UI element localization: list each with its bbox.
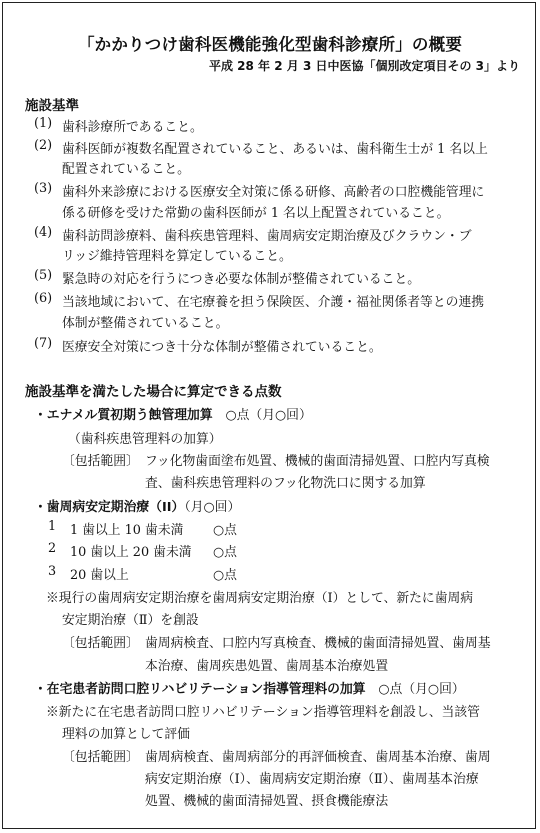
enamel-points: ○点（月○回） xyxy=(212,408,312,423)
criteria-text: 緊急時の対応を行うにつき必要な体制が整備されていること。 xyxy=(62,272,421,287)
tier-label: 1 歯以上 10 歯未満 xyxy=(70,523,184,538)
tier-label: 10 歯以上 20 歯未満 xyxy=(70,545,192,560)
periodontal-item-label xyxy=(34,496,240,515)
criteria-text: 医療安全対策につき十分な体制が整備されていること。 xyxy=(62,340,382,355)
criteria-text: 体制が整備されていること。 xyxy=(62,316,229,331)
scope-text: 病安定期治療（Ⅰ）、歯周病安定期治療（Ⅱ）、歯周基本治療 xyxy=(145,772,479,787)
criteria-text: 当該地域において、在宅療養を担う保険医、介護・福祉関係者等との連携 xyxy=(62,295,485,310)
criteria-number: (7) xyxy=(34,336,53,351)
criteria-heading: 施設基準 xyxy=(25,98,79,114)
document-title: 「かかりつけ歯科医機能強化型歯科診療所」の概要 xyxy=(77,35,463,54)
enamel-note: （歯科疾患管理料の加算） xyxy=(68,432,222,447)
enamel-item-label xyxy=(34,404,312,423)
tier-number: 1 xyxy=(48,519,57,534)
criteria-text: 係る研修を受けた常勤の歯科医師が 1 名以上配置されていること。 xyxy=(62,206,450,221)
homecare-points: ○点（月○回） xyxy=(365,682,465,697)
criteria-number: (2) xyxy=(34,138,53,153)
scope-text: フッ化物歯面塗布処置、機械的歯面清掃処置、口腔内写真検 xyxy=(145,454,490,469)
scope-text: 処置、機械的歯面清掃処置、摂食機能療法 xyxy=(145,794,389,809)
homecare-note: 理料の加算として評価 xyxy=(62,727,190,742)
homecare-item-label xyxy=(34,678,465,697)
criteria-text: 配置されていること。 xyxy=(62,162,190,177)
scope-tag: 〔包括範囲〕 xyxy=(62,750,139,765)
periodontal-note: ※現行の歯周病安定期治療を歯周病安定期治療（Ⅰ）として、新たに歯周病 xyxy=(46,591,474,606)
homecare-label: ・在宅患者訪問口腔リハビリテーション指導管理料の加算 xyxy=(34,682,366,697)
scope-text: 歯周病検査、歯周病部分的再評価検査、歯周基本治療、歯周 xyxy=(145,750,491,765)
criteria-number: (4) xyxy=(34,225,53,240)
source-note: 平成 28 年 2 月 3 日中医協「個別改定項目その 3」より xyxy=(209,59,520,73)
criteria-text: 歯科訪問診療料、歯科疾患管理料、歯周病安定期治療及びクラウン・ブ xyxy=(62,229,472,244)
scope-text: 査、歯科疾患管理料のフッ化物洗口に関する加算 xyxy=(145,476,426,491)
tier-value: ○点 xyxy=(213,545,237,560)
criteria-text: 歯科医師が複数名配置されていること、あるいは、歯科衛生士が 1 名以上 xyxy=(62,142,488,157)
homecare-note: ※新たに在宅患者訪問口腔リハビリテーション指導管理料を創設し、当該管 xyxy=(46,705,480,720)
criteria-number: (6) xyxy=(34,291,53,306)
enamel-label: ・エナメル質初期う蝕管理加算 xyxy=(34,408,213,423)
criteria-number: (1) xyxy=(34,116,53,131)
tier-value: ○点 xyxy=(213,568,237,583)
scope-tag: 〔包括範囲〕 xyxy=(62,636,139,651)
points-heading: 施設基準を満たした場合に算定できる点数 xyxy=(25,384,282,400)
tier-number: 3 xyxy=(48,564,57,579)
scope-tag: 〔包括範囲〕 xyxy=(62,454,139,469)
periodontal-label: ・歯周病安定期治療（II） xyxy=(34,500,185,515)
tier-value: ○点 xyxy=(213,523,237,538)
periodontal-points: （月○回） xyxy=(184,500,241,515)
tier-number: 2 xyxy=(48,541,57,556)
periodontal-note: 安定期治療（Ⅱ）を創設 xyxy=(62,613,199,628)
criteria-number: (5) xyxy=(34,268,53,283)
criteria-number: (3) xyxy=(34,181,53,196)
criteria-text: 歯科診療所であること。 xyxy=(62,120,203,135)
tier-label: 20 歯以上 xyxy=(70,568,129,583)
scope-text: 歯周病検査、口腔内写真検査、機械的歯面清掃処置、歯周基 xyxy=(145,636,491,651)
criteria-text: リッジ維持管理料を算定していること。 xyxy=(62,249,292,264)
scope-text: 本治療、歯周疾患処置、歯周基本治療処置 xyxy=(145,659,389,674)
criteria-text: 歯科外来診療における医療安全対策に係る研修、高齢者の口腔機能管理に xyxy=(62,185,485,200)
